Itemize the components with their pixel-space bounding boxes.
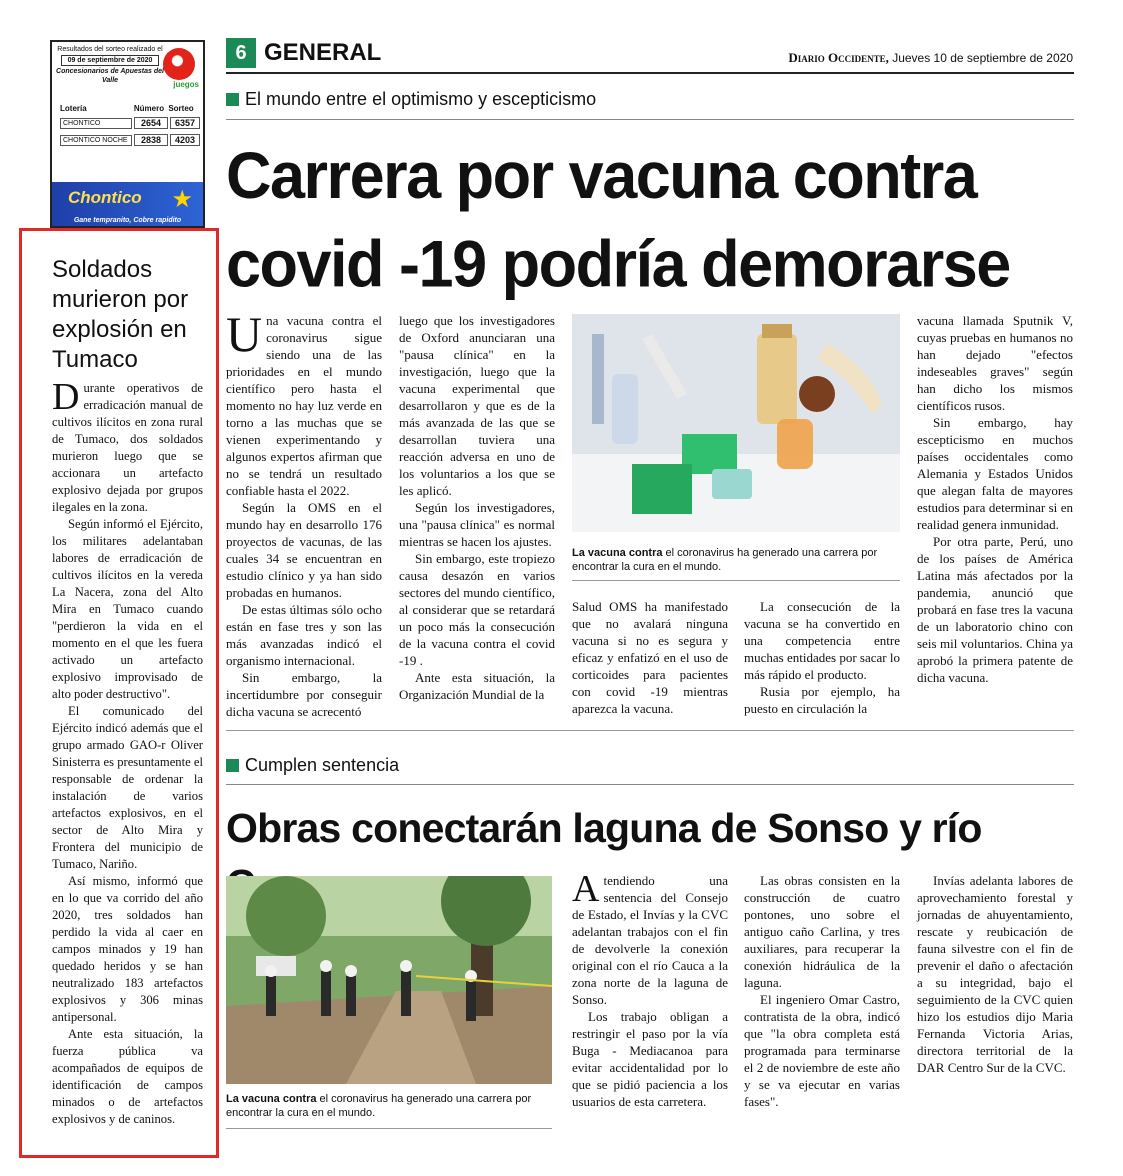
page-number: 6: [226, 38, 256, 68]
paragraph: De estas últimas sólo ocho están en fase tres y son las más avanzadas indicó el organismo internacional.: [226, 602, 382, 668]
lottery-table: [60, 104, 200, 151]
caption-text: el coronavirus ha generado una carrera por encontrar la cura en el mundo.: [572, 547, 878, 573]
story2-column-2: [744, 872, 900, 1110]
masthead: [788, 50, 1073, 66]
drop-cap: A: [572, 868, 600, 910]
paragraph: Ante esta situación, la Organización Mundial de la: [399, 670, 555, 702]
caption-divider: [226, 1128, 552, 1129]
lottery-header: [56, 45, 164, 85]
paragraph: Ante esta situación, la fuerza pública va acompañados de equipos de identificación de campos minados o de artefactos explosivos y de caninos.: [52, 1027, 203, 1126]
paragraph: Por otra parte, Perú, uno de los países de América Latina más afectados por la pandemia, anunció que probará en fase tres la vacuna de un laboratorio chino con seis mil voluntarios. China ya aprobó la primera patente de dicha vacuna.: [917, 534, 1073, 685]
story2-column-1: [572, 868, 728, 1110]
paragraph: urante operativos de erradicación manual de cultivos ilícitos en zona rural de Tumaco, dos soldados murieron luego que se accionara un artefacto explosivo dejada por grupos ilegales en la zona.: [52, 381, 203, 514]
lottery-draw: 4203: [170, 134, 200, 146]
header-divider: [226, 72, 1074, 74]
lottery-concession: Concesionarios de Apuestas del Valle: [56, 68, 164, 84]
story2-column-3: [917, 872, 1073, 1076]
drop-cap: U: [226, 306, 263, 362]
paragraph: Así mismo, informó que en lo que va corrido del año 2020, tres soldados han perdido la vida al caer en campos minados y 19 han quedado heridos y se han neutralizado 183 artefactos explosivos y 306 minas antipersonal.: [52, 874, 203, 1024]
story1-headline: Carrera por vacuna contra covid -19 podría demorarse: [226, 139, 1010, 302]
kicker-divider: [226, 119, 1074, 120]
paragraph: Invías adelanta labores de aprovechamiento forestal y jornadas de ahuyentamiento, rescate y reubicación de fauna silvestre con el fin de prevenir el daño o afectación a su integridad, bajo el seguimiento de la CVC quien hizo los estudios dijo Maria Fernanda Victoria Arias, directora territorial de la DAR Centro Sur de la CVC.: [917, 873, 1073, 1075]
drop-cap: D: [52, 376, 80, 418]
caption-text: el coronavirus ha generado una carrera por encontrar la cura en el mundo.: [226, 1093, 532, 1119]
paragraph: El comunicado del Ejército indicó además que el grupo armado GAO-r Oliver Sinisterra es presuntamente el responsable de ordenar la instalación de varios artefactos explosivos, en el sector de Alto Mira y Frontera del municipio de Tumaco, Nariño.: [52, 704, 203, 871]
paragraph: luego que los investigadores de Oxford anunciaran una "pausa clínica" en la investigación, luego que la vacuna experimental que desarrollaron y que es de la más avanzada de las que se desarrollan tuviera una reacción adversa en uno de los voluntarios a los que se les aplicó.: [399, 313, 555, 498]
paragraph: Según informó el Ejército, los militares adelantaban labores de erradicación de cultivos ilícitos en la vereda La Nacera, zona del Alto Mira en Tumaco cuando "perdieron la vida en el momento en el que les fuera activado un artefacto explosivo improvisado de alto poder destructivo".: [52, 517, 203, 701]
paragraph: Los trabajo obligan a restringir el paso por la vía Buga - Mediacanoa para evitar accidentalidad por lo que se pidió paciencia a los usuarios de esta carretera.: [572, 1009, 728, 1109]
story1-column-2: [399, 312, 555, 703]
juegos-logo-text: juegos: [173, 80, 199, 89]
lab-vaccine-photo: [572, 314, 900, 532]
story1-column-3: [572, 598, 728, 717]
story1-column-5: [917, 312, 1073, 686]
photo2-caption: [226, 1092, 552, 1120]
issue-date: Jueves 10 de septiembre de 2020: [892, 51, 1073, 65]
lottery-heading: Resultados del sorteo realizado el: [57, 46, 163, 53]
lottery-number: 2654: [134, 117, 168, 129]
table-row: [60, 134, 200, 146]
lab-photo-illustration: [572, 314, 900, 532]
caption-divider: [572, 580, 900, 581]
story1-kicker-text: El mundo entre el optimismo y escepticismo: [245, 89, 597, 109]
lottery-table-header: [60, 104, 200, 113]
story2-kicker-text: Cumplen sentencia: [245, 755, 400, 775]
paragraph: Sin embargo, la incertidumbre por conseguir dicha vacuna se acrecentó: [226, 670, 382, 719]
lottery-date: 09 de septiembre de 2020: [61, 55, 160, 66]
paragraph: Salud OMS ha manifestado que no avalará ninguna vacuna si no es segura y eficaz y enfatizó en el uso de corticoides para pacientes con covid -19 mientras aparezca la vacuna.: [572, 599, 728, 716]
lottery-name: CHONTICO NOCHE: [60, 135, 132, 146]
green-square-icon: [226, 93, 239, 106]
chontico-brand: Chontico: [68, 188, 142, 207]
lottery-draw: 6357: [170, 117, 200, 129]
sidebar-body: [52, 376, 203, 1128]
section-title: GENERAL: [264, 39, 382, 66]
juegos-logo-icon: [163, 48, 195, 80]
paragraph: Según la OMS en el mundo hay en desarrollo 176 proyectos de vacunas, de las cuales 34 se encuentran en estudio clínico y ya han sido probadas en humanos.: [226, 500, 382, 600]
lottery-number: 2838: [134, 134, 168, 146]
col-lottery: Lotería: [60, 104, 87, 113]
paper-name: Diario Occidente,: [788, 50, 889, 65]
workers-road-photo: [226, 876, 552, 1084]
road-photo-illustration: [226, 876, 552, 1084]
green-square-icon: [226, 759, 239, 772]
col-draw: Sorteo: [168, 104, 194, 113]
caption-bold: La vacuna contra: [226, 1093, 317, 1105]
paragraph: tendiendo una sentencia del Consejo de Estado, el Invías y la CVC adelantan trabajos con el fin de devolverle la conexión original con el río Cauca a la zona norte de la laguna de Sonso.: [572, 873, 728, 1007]
paragraph: Según los investigadores, una "pausa clínica" es normal mientras se hacen los ajustes.: [399, 500, 555, 549]
lottery-results-box: [50, 40, 205, 228]
star-icon: ★: [171, 187, 193, 213]
paragraph: na vacuna contra el coronavirus sigue siendo una de las prioridades en el mundo científico pero hasta el momento no hay luz verde en torno a las muchas que se vienen experimentando y algunos expertos afirman que no se tendrá un resultado confiable hasta el 2022.: [226, 313, 382, 498]
story-divider: [226, 730, 1074, 731]
story1-column-4: [744, 598, 900, 717]
story1-kicker: [226, 88, 596, 110]
col-number: Número: [133, 104, 165, 113]
lottery-name: CHONTICO: [60, 118, 132, 129]
chontico-slogan: Gane tempranito, Cobre rapidito: [73, 217, 182, 224]
story2-headline: Obras conectarán laguna de Sonso y río: [226, 805, 982, 851]
paragraph: La consecución de la vacuna se ha convertido en una competencia entre muchas entidades por sacar lo más rápido el producto.: [744, 599, 900, 682]
caption-bold: La vacuna contra: [572, 547, 663, 559]
paragraph: Las obras consisten en la construcción de cuatro pontones, uno sobre el antiguo caño Carlina, y tres auxiliares, para recuperar la conexión hidráulica de la laguna.: [744, 873, 900, 990]
story2-kicker: [226, 754, 399, 776]
story1-column-1: [226, 306, 382, 720]
paragraph: Sin embargo, hay escepticismo en muchos países occidentales como Alemania y Estados Unidos que alegan falta de mayores estudios para determinar si en realidad genera inmunidad.: [917, 415, 1073, 532]
kicker-divider: [226, 784, 1074, 785]
table-row: [60, 117, 200, 129]
photo1-caption: [572, 546, 900, 574]
paragraph: Rusia por ejemplo, ha puesto en circulación la: [744, 684, 900, 716]
sidebar-headline: Soldados murieron por explosión en Tumaco: [52, 256, 189, 373]
chontico-banner: [52, 182, 203, 226]
paragraph: El ingeniero Omar Castro, contratista de la obra, indicó que "la obra completa está programada para terminarse el 2 de noviembre de este año y se va ejecutar en varias fases".: [744, 992, 900, 1109]
paragraph: Sin embargo, este tropiezo causa desazón en varios sectores del mundo científico, al considerar que se retardará un poco más la consecución de la vacuna contra el covid -19 .: [399, 551, 555, 668]
paragraph: vacuna llamada Sputnik V, cuyas pruebas en humanos no han dejado "efectos indeseables graves" según han dicho los mismos científicos rusos.: [917, 313, 1073, 413]
